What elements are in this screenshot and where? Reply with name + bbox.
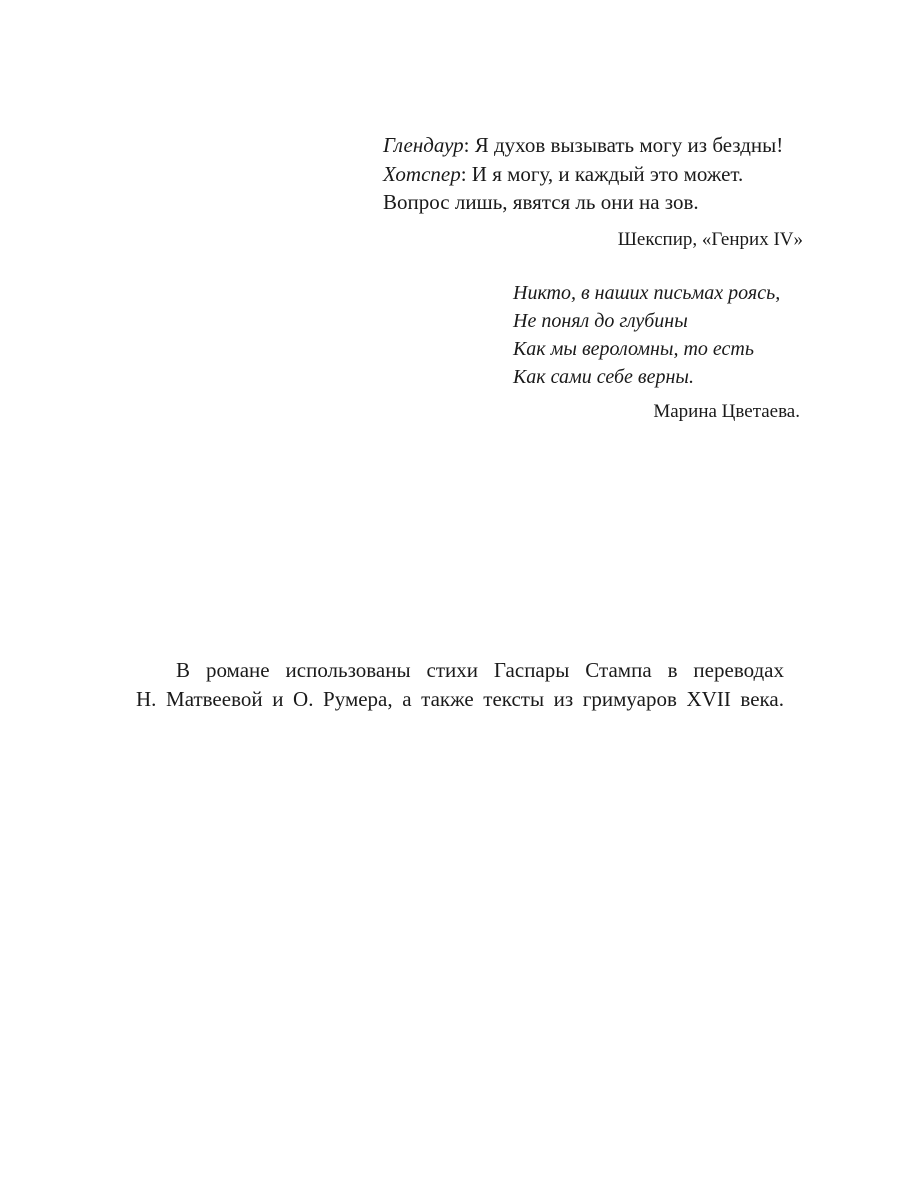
epigraph-line xyxy=(383,188,803,217)
epigraph-line xyxy=(383,131,803,160)
speaker-name: Глендаур xyxy=(383,133,464,157)
poem-line: Как сами себе верны. xyxy=(513,366,694,388)
note-line: Н. Матвеевой и О. Румера, а также тексты из гримуаров XVII века. xyxy=(136,687,784,711)
epigraph-tsvetaeva xyxy=(513,279,800,422)
epigraph-attribution: Шекспир, «Генрих IV» xyxy=(617,229,803,250)
speaker-name: Хотспер xyxy=(383,161,461,186)
line-text: Вопрос лишь, явятся ль они на зов. xyxy=(383,190,699,214)
line-text: : И я могу, и каждый это может. xyxy=(460,161,744,186)
poem-line: Как мы вероломны, то есть xyxy=(513,338,754,360)
translation-note xyxy=(136,656,784,714)
poem-line: Никто, в наших письмах роясь, xyxy=(513,282,781,304)
epigraph-attribution: Марина Цветаева. xyxy=(653,401,800,422)
epigraph-shakespeare xyxy=(383,131,803,250)
poem-line: Не понял до глубины xyxy=(513,310,688,332)
line-text: : Я духов вызывать могу из бездны! xyxy=(463,133,784,157)
epigraph-line xyxy=(383,160,803,189)
note-line: В романе использованы стихи Гаспары Стампа в переводах xyxy=(176,658,784,682)
